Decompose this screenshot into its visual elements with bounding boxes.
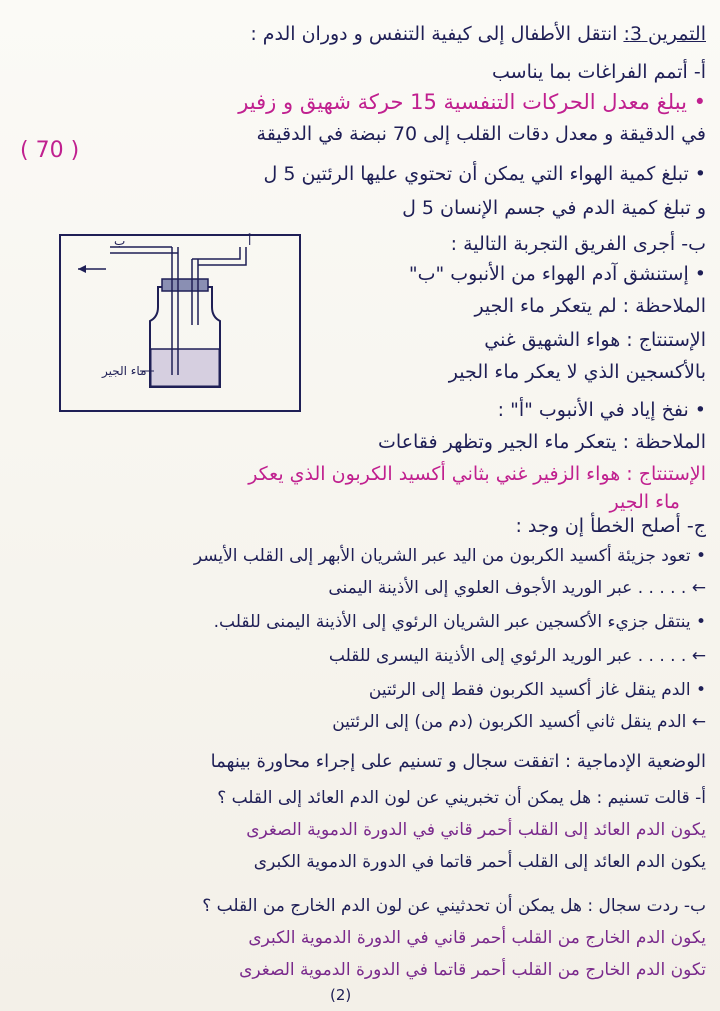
part-b-observation-2-text: الملاحظة : يتعكر ماء الجير وتظهر فقاعات [378,431,706,453]
arrow-head-icon [78,265,86,273]
tube-b-bend [192,247,246,265]
situation-answer-2: تكون الدم الخارج من القلب أحمر قاتما في الدورة الدموية الصغرى [239,960,706,980]
situation-question-2: ب- ردت سجال : هل يمكن أن تحدثيني عن لون الدم الخارج من القلب ؟ [202,896,706,916]
exercise-title: انتقل الأطفال إلى كيفية التنفس و دوران الدم : [250,23,618,45]
situation-heading: الوضعية الإدماجية : اتفقت سجال و تسنيم على إجراء محاورة بينهما [210,751,706,772]
experiment-diagram [50,225,304,413]
part-b-heading: ب- أجرى الفريق التجربة التالية : [450,233,706,255]
part-b-conclusion-2b: ماء الجير [609,491,680,513]
part-c-line-3: • ينتقل جزيء الأكسجين عبر الشريان الرئوي إلى الأذينة اليمنى للقلب. [213,612,706,632]
situation-answer-1-pink: يكون الدم العائد إلى القلب أحمر قاني في الدورة الدموية الصغرى [246,820,706,840]
situation-answer-1: يكون الدم العائد إلى القلب أحمر قاتما في الدورة الدموية الكبرى [253,852,706,872]
situation-answer-2-pink: يكون الدم الخارج من القلب أحمر قاني في الدورة الدموية الكبرى [248,928,706,948]
label-lime-water: ماء الجير [102,364,147,378]
page-number: (2) [330,986,352,1004]
label-tube-b: ب [114,234,126,248]
part-c-line-6: ← الدم ينقل ثاني أكسيد الكربون (دم من) إلى الرئتين [332,712,706,732]
stopper [162,279,208,291]
part-a-line-2: في الدقيقة و معدل دقات القلب إلى 70 نبضة في الدقيقة [256,123,706,145]
tube-b-vertical [192,259,198,325]
part-c-heading: ج- أصلح الخطأ إن وجد : [515,515,706,537]
part-b-observation-2 [378,428,706,456]
part-a-line-4: و تبلغ كمية الدم في جسم الإنسان 5 ل [402,197,706,219]
part-b-bullet-2: • نفخ إياد في الأنبوب "أ" : [497,399,706,421]
exercise-label: التمرين 3: [623,23,706,45]
part-b-observation-1: الملاحظة : لم يتعكر ماء الجير [474,295,706,317]
margin-note: ( 70 ) [20,138,80,163]
lime-water-fill [151,349,219,386]
part-a-heading: أ- أتمم الفراغات بما يناسب [492,61,706,83]
part-b-conclusion-1b: بالأكسجين الذي لا يعكر ماء الجير [448,361,706,383]
part-b-conclusion-2a: الإستنتاج : هواء الزفير غني بثاني أكسيد الكربون الذي يعكر [248,463,706,485]
part-b-conclusion-1a: الإستنتاج : هواء الشهيق غني [484,329,706,351]
exercise-header [250,20,706,48]
part-c-line-4: ← . . . . . عبر الوريد الرئوي إلى الأذينة اليسرى للقلب [328,646,706,666]
part-b-bullet-1: • إستنشق آدم الهواء من الأنبوب "ب" [408,263,706,285]
part-c-line-2: ← . . . . . عبر الوريد الأجوف العلوي إلى الأذينة اليمنى [328,578,706,598]
part-c-line-1: • تعود جزيئة أكسيد الكربون من اليد عبر الشريان الأبهر إلى القلب الأيسر [193,546,706,566]
label-tube-a: أ [248,234,252,248]
part-a-line-1: • يبلغ معدل الحركات التنفسية 15 حركة شهيق و زفير [238,90,706,114]
situation-question-1: أ- قالت تسنيم : هل يمكن أن تخبريني عن لون الدم العائد إلى القلب ؟ [217,788,706,808]
part-a-line-3: • تبلغ كمية الهواء التي يمكن أن تحتوي عليها الرئتين 5 ل [263,163,706,185]
part-c-line-5: • الدم ينقل غاز أكسيد الكربون فقط إلى الرئتين [368,680,706,700]
